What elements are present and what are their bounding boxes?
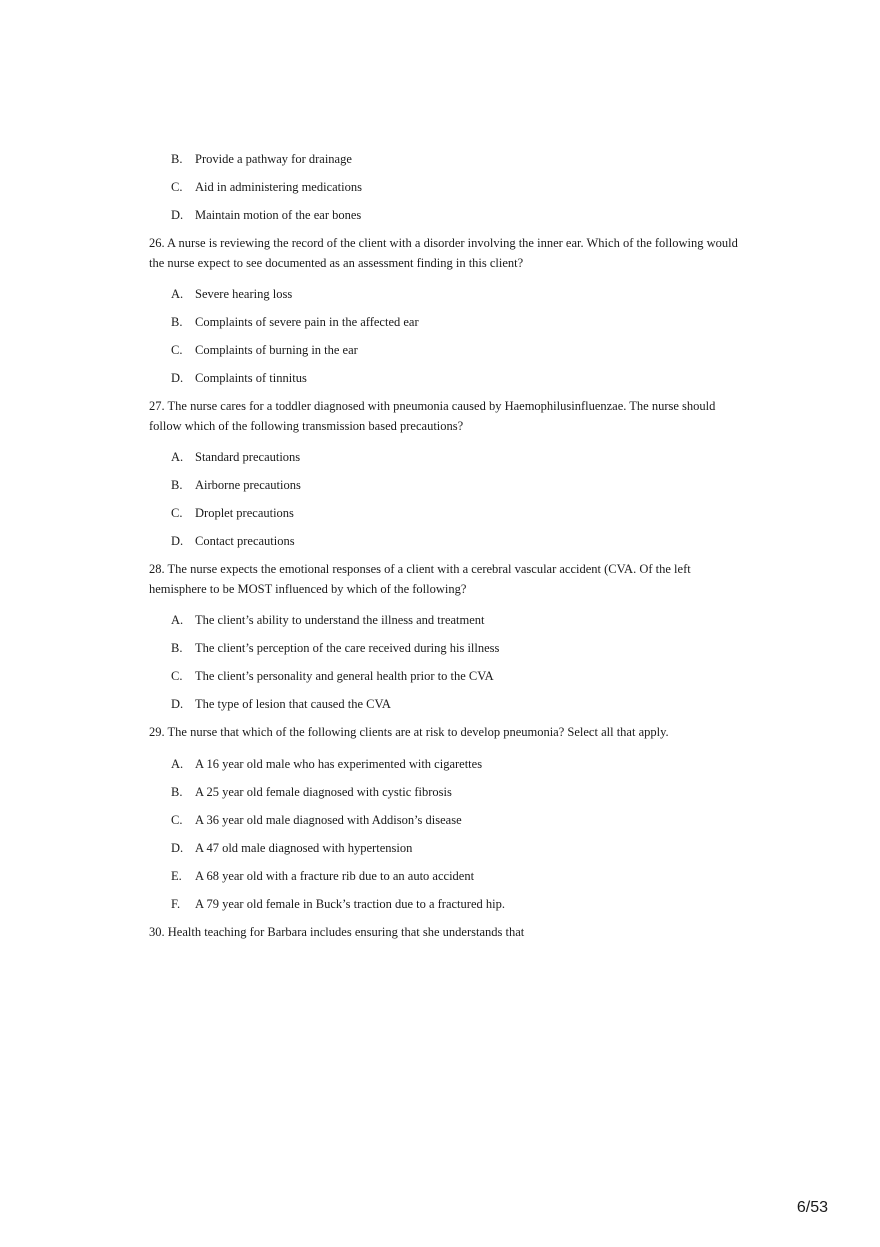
option-text: Provide a pathway for drainage xyxy=(195,152,352,166)
option-item xyxy=(171,448,739,476)
option-text: Droplet precautions xyxy=(195,506,294,520)
option-item xyxy=(171,695,739,723)
option-text: A 79 year old female in Buck’s traction due to a fractured hip. xyxy=(195,896,505,911)
option-item xyxy=(171,150,739,178)
option-letter: B. xyxy=(171,315,183,329)
option-letter: C. xyxy=(171,812,183,827)
option-text: Complaints of burning in the ear xyxy=(195,343,358,357)
option-text: Severe hearing loss xyxy=(195,287,293,301)
option-letter: C. xyxy=(171,669,183,683)
option-item xyxy=(171,206,739,234)
option-letter: D. xyxy=(171,371,184,385)
option-item xyxy=(171,667,739,695)
question-27 xyxy=(149,397,739,560)
option-text: A 25 year old female diagnosed with cystic fibrosis xyxy=(195,784,452,799)
option-letter: C. xyxy=(171,343,183,357)
option-item xyxy=(171,285,739,313)
option-text: Airborne precautions xyxy=(195,478,301,492)
option-text: A 68 year old with a fracture rib due to an auto accident xyxy=(195,868,475,883)
question-30 xyxy=(149,923,739,943)
option-letter: C. xyxy=(171,180,183,194)
option-item xyxy=(171,476,739,504)
option-letter: B. xyxy=(171,641,183,655)
option-text: Contact precautions xyxy=(195,534,295,548)
option-item xyxy=(171,369,739,397)
option-item xyxy=(171,313,739,341)
page-number: 6/53 xyxy=(796,1199,828,1216)
option-text: The client’s ability to understand the illness and treatment xyxy=(195,613,485,627)
option-text: The type of lesion that caused the CVA xyxy=(195,697,391,711)
option-letter: A. xyxy=(171,450,184,464)
option-text: Complaints of severe pain in the affected ear xyxy=(195,315,419,329)
option-letter: A. xyxy=(171,287,184,301)
option-letter: B. xyxy=(171,152,183,166)
option-text: Maintain motion of the ear bones xyxy=(195,208,362,222)
option-item xyxy=(171,867,739,895)
page-content xyxy=(149,150,739,954)
option-letter: E. xyxy=(171,868,182,883)
option-letter: C. xyxy=(171,506,183,520)
option-letter: A. xyxy=(171,613,184,627)
question-stem: 26. A nurse is reviewing the record of the client with a disorder involving the inner ear. Which of the following would the nurse expect to see documented as an assessment finding in this client? xyxy=(149,236,738,270)
option-item xyxy=(171,755,739,783)
carryover-options xyxy=(149,150,739,234)
option-item xyxy=(171,895,739,923)
option-letter: B. xyxy=(171,784,183,799)
option-item xyxy=(171,532,739,560)
option-item xyxy=(171,783,739,811)
option-letter: F. xyxy=(171,896,181,911)
question-stem: 30. Health teaching for Barbara includes ensuring that she understands that xyxy=(149,924,525,939)
question-stem: 27. The nurse cares for a toddler diagnosed with pneumonia caused by Haemophilusinfluenzae. The nurse should follow which of the following transmission based precautions? xyxy=(149,399,716,433)
option-item xyxy=(171,839,739,867)
option-item xyxy=(171,178,739,206)
option-item xyxy=(171,811,739,839)
option-text: The client’s perception of the care received during his illness xyxy=(195,641,500,655)
question-stem: 28. The nurse expects the emotional responses of a client with a cerebral vascular accident (CVA. Of the left hemisphere to be MOST influenced by which of the following? xyxy=(149,562,691,596)
question-26 xyxy=(149,234,739,397)
option-letter: D. xyxy=(171,208,184,222)
option-text: A 16 year old male who has experimented with cigarettes xyxy=(195,756,483,771)
option-item xyxy=(171,639,739,667)
question-stem: 29. The nurse that which of the following clients are at risk to develop pneumonia? Select all that apply. xyxy=(149,725,669,739)
option-text: Standard precautions xyxy=(195,450,301,464)
option-text: Complaints of tinnitus xyxy=(195,371,307,385)
option-letter: B. xyxy=(171,478,183,492)
option-text: The client’s personality and general health prior to the CVA xyxy=(195,669,494,683)
option-letter: D. xyxy=(171,697,184,711)
option-text: Aid in administering medications xyxy=(195,180,362,194)
question-28 xyxy=(149,560,739,723)
option-letter: A. xyxy=(171,756,184,771)
question-29 xyxy=(149,723,739,923)
option-text: A 47 old male diagnosed with hypertension xyxy=(195,840,413,855)
option-letter: D. xyxy=(171,534,184,548)
option-item xyxy=(171,504,739,532)
option-text: A 36 year old male diagnosed with Addison’s disease xyxy=(195,812,462,827)
option-item xyxy=(171,611,739,639)
option-item xyxy=(171,341,739,369)
option-letter: D. xyxy=(171,840,184,855)
